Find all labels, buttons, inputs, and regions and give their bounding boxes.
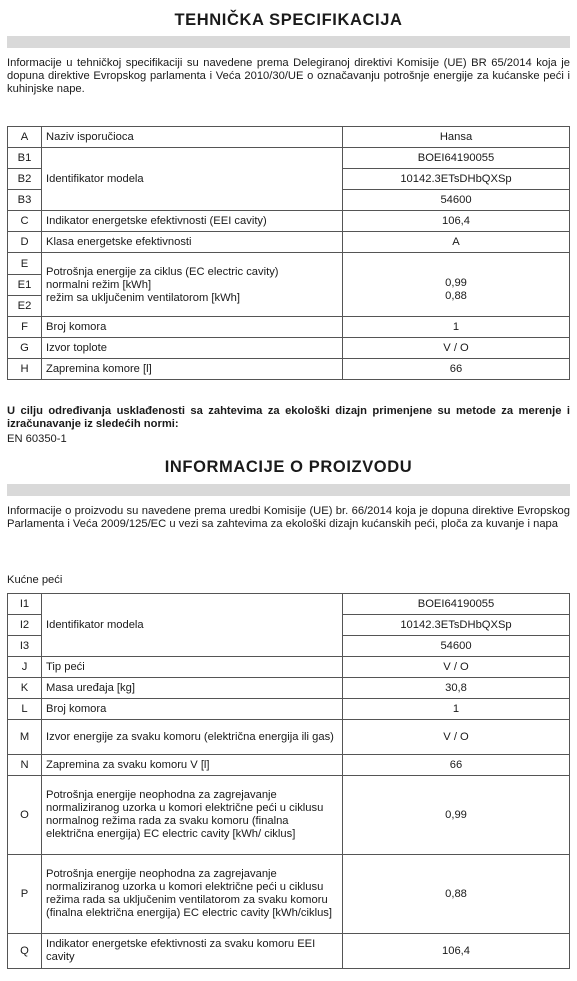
row-value: V / O: [343, 657, 570, 678]
table-row: [8, 127, 570, 148]
row-label: Broj komora: [42, 317, 343, 338]
row-code: C: [8, 211, 42, 232]
table-row: [8, 657, 570, 678]
row-label-line: normalni režim [kWh]: [46, 279, 152, 291]
table-row: [8, 720, 570, 755]
row-value: 10142.3ETsDHbQXSp: [343, 615, 570, 636]
row-code: E: [8, 254, 41, 275]
row-code: I2: [8, 615, 42, 636]
row-code: J: [8, 657, 42, 678]
row-code: M: [8, 720, 42, 755]
row-label: Klasa energetske efektivnosti: [42, 232, 343, 253]
row-code-stack: [8, 253, 42, 317]
row-label: Potrošnja energije neophodna za zagrejavanje normaliziranog uzorka u komori električne peći u ciklusu režima rada sa uključenim ventilatorom za svaku komoru (finalna električna energija) EC electric cavity [kWh/ciklus]: [42, 855, 343, 934]
row-label-line: režim sa uključenim ventilatorom [kWh]: [46, 292, 240, 304]
row-label: Broj komora: [42, 699, 343, 720]
row-label: Izvor toplote: [42, 338, 343, 359]
table-caption: Kućne peći: [7, 574, 63, 586]
row-label-line: Potrošnja energije za ciklus (EC electric cavity): [46, 266, 279, 278]
norm-reference: EN 60350-1: [7, 433, 67, 445]
spec-intro-paragraph: Informacije u tehničkoj specifikaciji su navedene prema Delegiranoj direktivi Komisije (UE) BR 65/2014 koja je dopuna direktive Evropskog parlamenta i Veća 2010/30/UE o označavanju potrošnje energije za kućanske peći i kuhinjske nape.: [7, 57, 570, 95]
row-value-line: 0,88: [445, 290, 467, 302]
row-value: 1: [343, 699, 570, 720]
row-label: Naziv isporučioca: [42, 127, 343, 148]
row-label: Indikator energetske efektivnosti (EEI cavity): [42, 211, 343, 232]
row-code: G: [8, 338, 42, 359]
row-value: A: [343, 232, 570, 253]
title-underline-bar: [7, 36, 570, 48]
row-code: I1: [8, 594, 42, 615]
row-code: D: [8, 232, 42, 253]
row-code: Q: [8, 934, 42, 969]
title-underline-bar: [7, 484, 570, 496]
table-row: [8, 934, 570, 969]
row-value: BOEI64190055: [343, 148, 570, 169]
row-value: 0,99: [343, 776, 570, 855]
row-code: A: [8, 127, 42, 148]
row-label: Zapremina komore [l]: [42, 359, 343, 380]
table-row: [8, 678, 570, 699]
row-value: V / O: [343, 720, 570, 755]
row-value: 106,4: [343, 934, 570, 969]
table-row: [8, 338, 570, 359]
table-row: [8, 855, 570, 934]
product-intro-paragraph: Informacije o proizvodu su navedene prema uredbi Komisije (UE) br. 66/2014 koja je dopuna direktive Evropskog Parlamenta i Veća 2009/125/EC u vezi sa zahtevima za ekološki dizajn kućanskih peći, ploča za kuvanje i napa: [7, 505, 570, 530]
row-code: K: [8, 678, 42, 699]
table-row: [8, 148, 570, 169]
row-label: Identifikator modela: [42, 148, 343, 211]
row-label: Tip peći: [42, 657, 343, 678]
row-label: [42, 253, 343, 317]
row-code: B3: [8, 190, 42, 211]
section-title-tehnicka-specifikacija: TEHNIČKA SPECIFIKACIJA: [174, 11, 403, 29]
row-value: 1: [343, 317, 570, 338]
row-code: E1: [8, 275, 41, 296]
row-code: B2: [8, 169, 42, 190]
row-code: H: [8, 359, 42, 380]
row-label: Indikator energetske efektivnosti za svaku komoru EEI cavity: [42, 934, 343, 969]
row-value: 54600: [343, 190, 570, 211]
table-row: [8, 755, 570, 776]
row-code: B1: [8, 148, 42, 169]
table-row: [8, 253, 570, 317]
product-table: [7, 593, 570, 969]
section-title-informacije-o-proizvodu: INFORMACIJE O PROIZVODU: [164, 458, 413, 476]
row-value: 54600: [343, 636, 570, 657]
row-value: 66: [343, 359, 570, 380]
row-value: Hansa: [343, 127, 570, 148]
row-value: 66: [343, 755, 570, 776]
row-code: E2: [17, 299, 32, 312]
row-value-line: 0,99: [445, 277, 467, 289]
table-row: [8, 776, 570, 855]
row-value: 0,88: [343, 855, 570, 934]
table-row: [8, 699, 570, 720]
row-value: V / O: [343, 338, 570, 359]
table-row: [8, 317, 570, 338]
table-row: [8, 594, 570, 615]
row-value: 10142.3ETsDHbQXSp: [343, 169, 570, 190]
row-code: P: [8, 855, 42, 934]
row-value: BOEI64190055: [343, 594, 570, 615]
spec-table: [7, 126, 570, 380]
row-label: Identifikator modela: [42, 594, 343, 657]
row-label: Zapremina za svaku komoru V [l]: [42, 755, 343, 776]
row-code: I3: [8, 636, 42, 657]
table-row: [8, 359, 570, 380]
row-label: Izvor energije za svaku komoru (električna energija ili gas): [42, 720, 343, 755]
row-value: 106,4: [343, 211, 570, 232]
table-row: [8, 211, 570, 232]
row-value: [343, 253, 570, 317]
row-label: Potrošnja energije neophodna za zagrejavanje normaliziranog uzorka u komori električne peći u ciklusu normalnog režima rada za svaku komoru (finalna električna energija) EC electric cavity [kWh/ ciklus]: [42, 776, 343, 855]
norms-note: U cilju određivanja usklađenosti sa zahtevima za ekološki dizajn primenjene su metode za merenje i izračunavanje iz sledećih normi:: [7, 405, 570, 430]
row-label: Masa uređaja [kg]: [42, 678, 343, 699]
row-code: L: [8, 699, 42, 720]
row-code: N: [8, 755, 42, 776]
row-code: O: [8, 776, 42, 855]
row-code: F: [8, 317, 42, 338]
row-value: 30,8: [343, 678, 570, 699]
table-row: [8, 232, 570, 253]
